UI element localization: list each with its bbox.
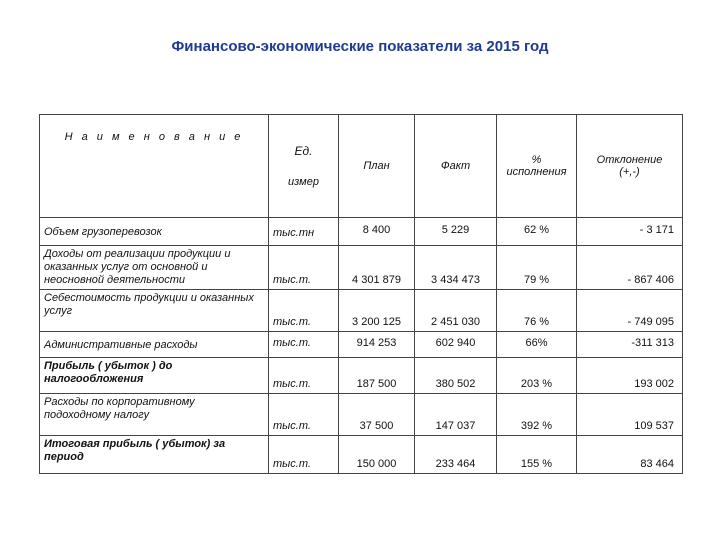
row-deviation: 83 464 bbox=[577, 436, 683, 474]
row-fact: 147 037 bbox=[415, 394, 497, 436]
header-fact: Факт bbox=[415, 115, 497, 218]
table-row bbox=[40, 290, 683, 332]
row-name: Административные расходы bbox=[40, 332, 269, 358]
table-row bbox=[40, 332, 683, 358]
row-percent: 62 % bbox=[497, 218, 577, 246]
row-fact: 602 940 bbox=[415, 332, 497, 358]
table-row bbox=[40, 394, 683, 436]
row-deviation: - 867 406 bbox=[577, 246, 683, 290]
header-plan: План bbox=[339, 115, 415, 218]
header-unit bbox=[269, 115, 339, 218]
row-name: Прибыль ( убыток ) до налогообложения bbox=[40, 358, 269, 394]
row-deviation: 109 537 bbox=[577, 394, 683, 436]
row-plan: 3 200 125 bbox=[339, 290, 415, 332]
row-percent: 203 % bbox=[497, 358, 577, 394]
row-unit: тыс.тн bbox=[269, 218, 339, 246]
page-title: Финансово-экономические показатели за 2015 год bbox=[171, 38, 549, 55]
row-name: Итоговая прибыль ( убыток) за период bbox=[40, 436, 269, 474]
row-plan: 150 000 bbox=[339, 436, 415, 474]
header-percent-line1: % bbox=[531, 154, 542, 166]
row-unit: тыс.т. bbox=[269, 436, 339, 474]
row-plan: 187 500 bbox=[339, 358, 415, 394]
header-percent-line2: исполнения bbox=[506, 166, 567, 178]
row-plan: 37 500 bbox=[339, 394, 415, 436]
header-name: Н а и м е н о в а н и е bbox=[40, 115, 269, 218]
table-row bbox=[40, 436, 683, 474]
row-name: Расходы по корпоративному подоходному налогу bbox=[40, 394, 269, 436]
row-unit: тыс.т. bbox=[269, 332, 339, 358]
row-plan: 4 301 879 bbox=[339, 246, 415, 290]
header-deviation-line1: Отклонение bbox=[596, 154, 663, 166]
header-deviation bbox=[577, 115, 683, 218]
row-name: Доходы от реализации продукции и оказанных услуг от основной и неосновной деятельности bbox=[40, 246, 269, 290]
header-unit-line2: измер bbox=[288, 176, 319, 188]
row-percent: 76 % bbox=[497, 290, 577, 332]
financial-table bbox=[39, 114, 683, 474]
row-percent: 155 % bbox=[497, 436, 577, 474]
row-unit: тыс.т. bbox=[269, 394, 339, 436]
row-fact: 2 451 030 bbox=[415, 290, 497, 332]
header-unit-line1: Ед. bbox=[294, 144, 313, 158]
row-fact: 3 434 473 bbox=[415, 246, 497, 290]
row-unit: тыс.т. bbox=[269, 358, 339, 394]
row-fact: 380 502 bbox=[415, 358, 497, 394]
row-fact: 5 229 bbox=[415, 218, 497, 246]
row-percent: 392 % bbox=[497, 394, 577, 436]
header-deviation-line2: (+,-) bbox=[619, 166, 640, 178]
row-percent: 79 % bbox=[497, 246, 577, 290]
table-row bbox=[40, 246, 683, 290]
row-plan: 8 400 bbox=[339, 218, 415, 246]
row-plan: 914 253 bbox=[339, 332, 415, 358]
row-deviation: - 3 171 bbox=[577, 218, 683, 246]
row-name: Объем грузоперевозок bbox=[40, 218, 269, 246]
row-fact: 233 464 bbox=[415, 436, 497, 474]
table-row bbox=[40, 218, 683, 246]
row-name: Себестоимость продукции и оказанных услуг bbox=[40, 290, 269, 332]
row-unit: тыс.т. bbox=[269, 290, 339, 332]
header-row bbox=[40, 115, 683, 218]
row-deviation: -311 313 bbox=[577, 332, 683, 358]
row-unit: тыс.т. bbox=[269, 246, 339, 290]
row-deviation: - 749 095 bbox=[577, 290, 683, 332]
header-percent bbox=[497, 115, 577, 218]
row-deviation: 193 002 bbox=[577, 358, 683, 394]
row-percent: 66% bbox=[497, 332, 577, 358]
table-row bbox=[40, 358, 683, 394]
